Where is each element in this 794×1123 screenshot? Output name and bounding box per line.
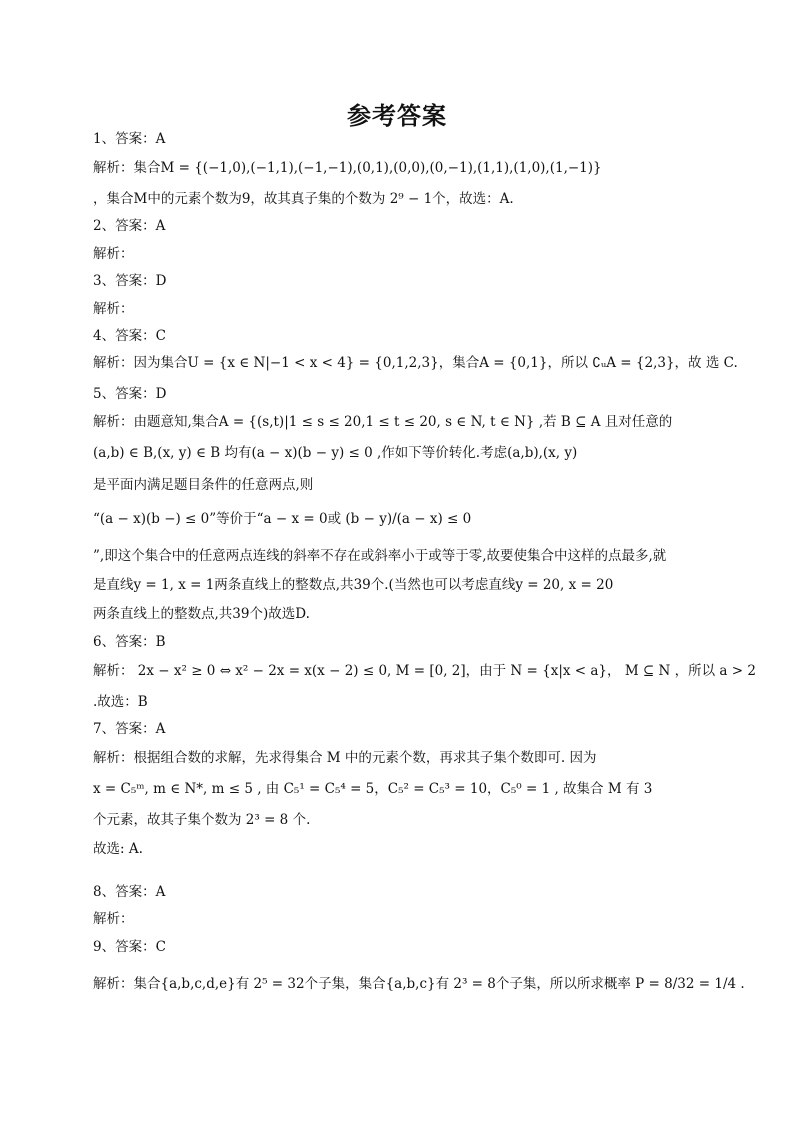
q4-answer: 4、答案：C xyxy=(93,328,166,344)
q5-analysis-6: 是直线y = 1, x = 1两条直线上的整数点,共39个.(当然也可以考虑直线y = 20, x = 20 xyxy=(93,577,614,593)
q5-analysis-3: 是平面内满足题目条件的任意两点,则 xyxy=(93,477,314,493)
q5-analysis-7: 两条直线上的整数点,共39个)故选D. xyxy=(93,606,310,622)
q7-analysis-4: 故选: A. xyxy=(93,841,143,857)
q5-answer: 5、答案：D xyxy=(93,386,167,402)
q5-analysis-5: ”,即这个集合中的任意两点连线的斜率不存在或斜率小于或等于零,故要使集合中这样的点最多,就 xyxy=(93,548,667,564)
q3-answer: 3、答案：D xyxy=(93,273,167,289)
q1-answer: 1、答案：A xyxy=(93,131,166,147)
q5-analysis-4: “(a − x)(b −) ≤ 0”等价于“a − x = 0或 (b − y)/(a − x) ≤ 0 xyxy=(93,511,472,527)
q8-answer: 8、答案：A xyxy=(93,884,166,900)
q9-answer: 9、答案：C xyxy=(93,939,166,955)
q7-analysis-1: 解析：根据组合数的求解，先求得集合 M 中的元素个数，再求其子集个数即可. 因为 xyxy=(93,750,597,766)
q4-analysis: 解析：因为集合U = {x ∈ N|−1 < x < 4} = {0,1,2,3}，集合A = {0,1}，所以 ∁ᵤA = {2,3}，故 选 C. xyxy=(93,355,738,371)
q8-analysis: 解析： xyxy=(93,911,134,927)
q9-analysis: 解析：集合{a,b,c,d,e}有 2⁵ = 32个子集，集合{a,b,c}有 2³ = 8个子集，所以所求概率 P = 8/32 = 1/4 . xyxy=(93,976,745,992)
q3-analysis: 解析： xyxy=(93,301,134,317)
q6-analysis-2: .故选：B xyxy=(93,694,148,710)
q7-answer: 7、答案：A xyxy=(93,721,166,737)
q1-analysis-1: 解析：集合M = {(−1,0),(−1,1),(−1,−1),(0,1),(0,0),(0,−1),(1,1),(1,0),(1,−1)} xyxy=(93,160,602,176)
q7-analysis-2: x = C₅ᵐ, m ∈ N*, m ≤ 5 , 由 C₅¹ = C₅⁴ = 5，C₅² = C₅³ = 10，C₅⁰ = 1 , 故集合 M 有 3 xyxy=(93,781,653,797)
q6-answer: 6、答案：B xyxy=(93,634,166,650)
q5-analysis-2: (a,b) ∈ B,(x, y) ∈ B 均有(a − x)(b − y) ≤ 0 ,作如下等价转化.考虑(a,b),(x, y) xyxy=(93,445,578,461)
q6-analysis-1: 解析： 2x − x² ≥ 0 ⇔ x² − 2x = x(x − 2) ≤ 0, M = [0, 2]，由于 N = {x|x < a}， M ⊆ N ，所以 a > 2 xyxy=(93,663,756,679)
q1-analysis-2: ，集合M中的元素个数为9，故其真子集的个数为 2⁹ − 1个，故选：A. xyxy=(93,191,514,207)
page-title: 参考答案 xyxy=(347,101,447,130)
q2-analysis: 解析： xyxy=(93,246,134,262)
q2-answer: 2、答案：A xyxy=(93,218,166,234)
q5-analysis-1: 解析：由题意知,集合A = {(s,t)|1 ≤ s ≤ 20,1 ≤ t ≤ 20, s ∈ N, t ∈ N} ,若 B ⊆ A 且对任意的 xyxy=(93,414,673,430)
q7-analysis-3: 个元素，故其子集个数为 2³ = 8 个. xyxy=(93,812,311,828)
